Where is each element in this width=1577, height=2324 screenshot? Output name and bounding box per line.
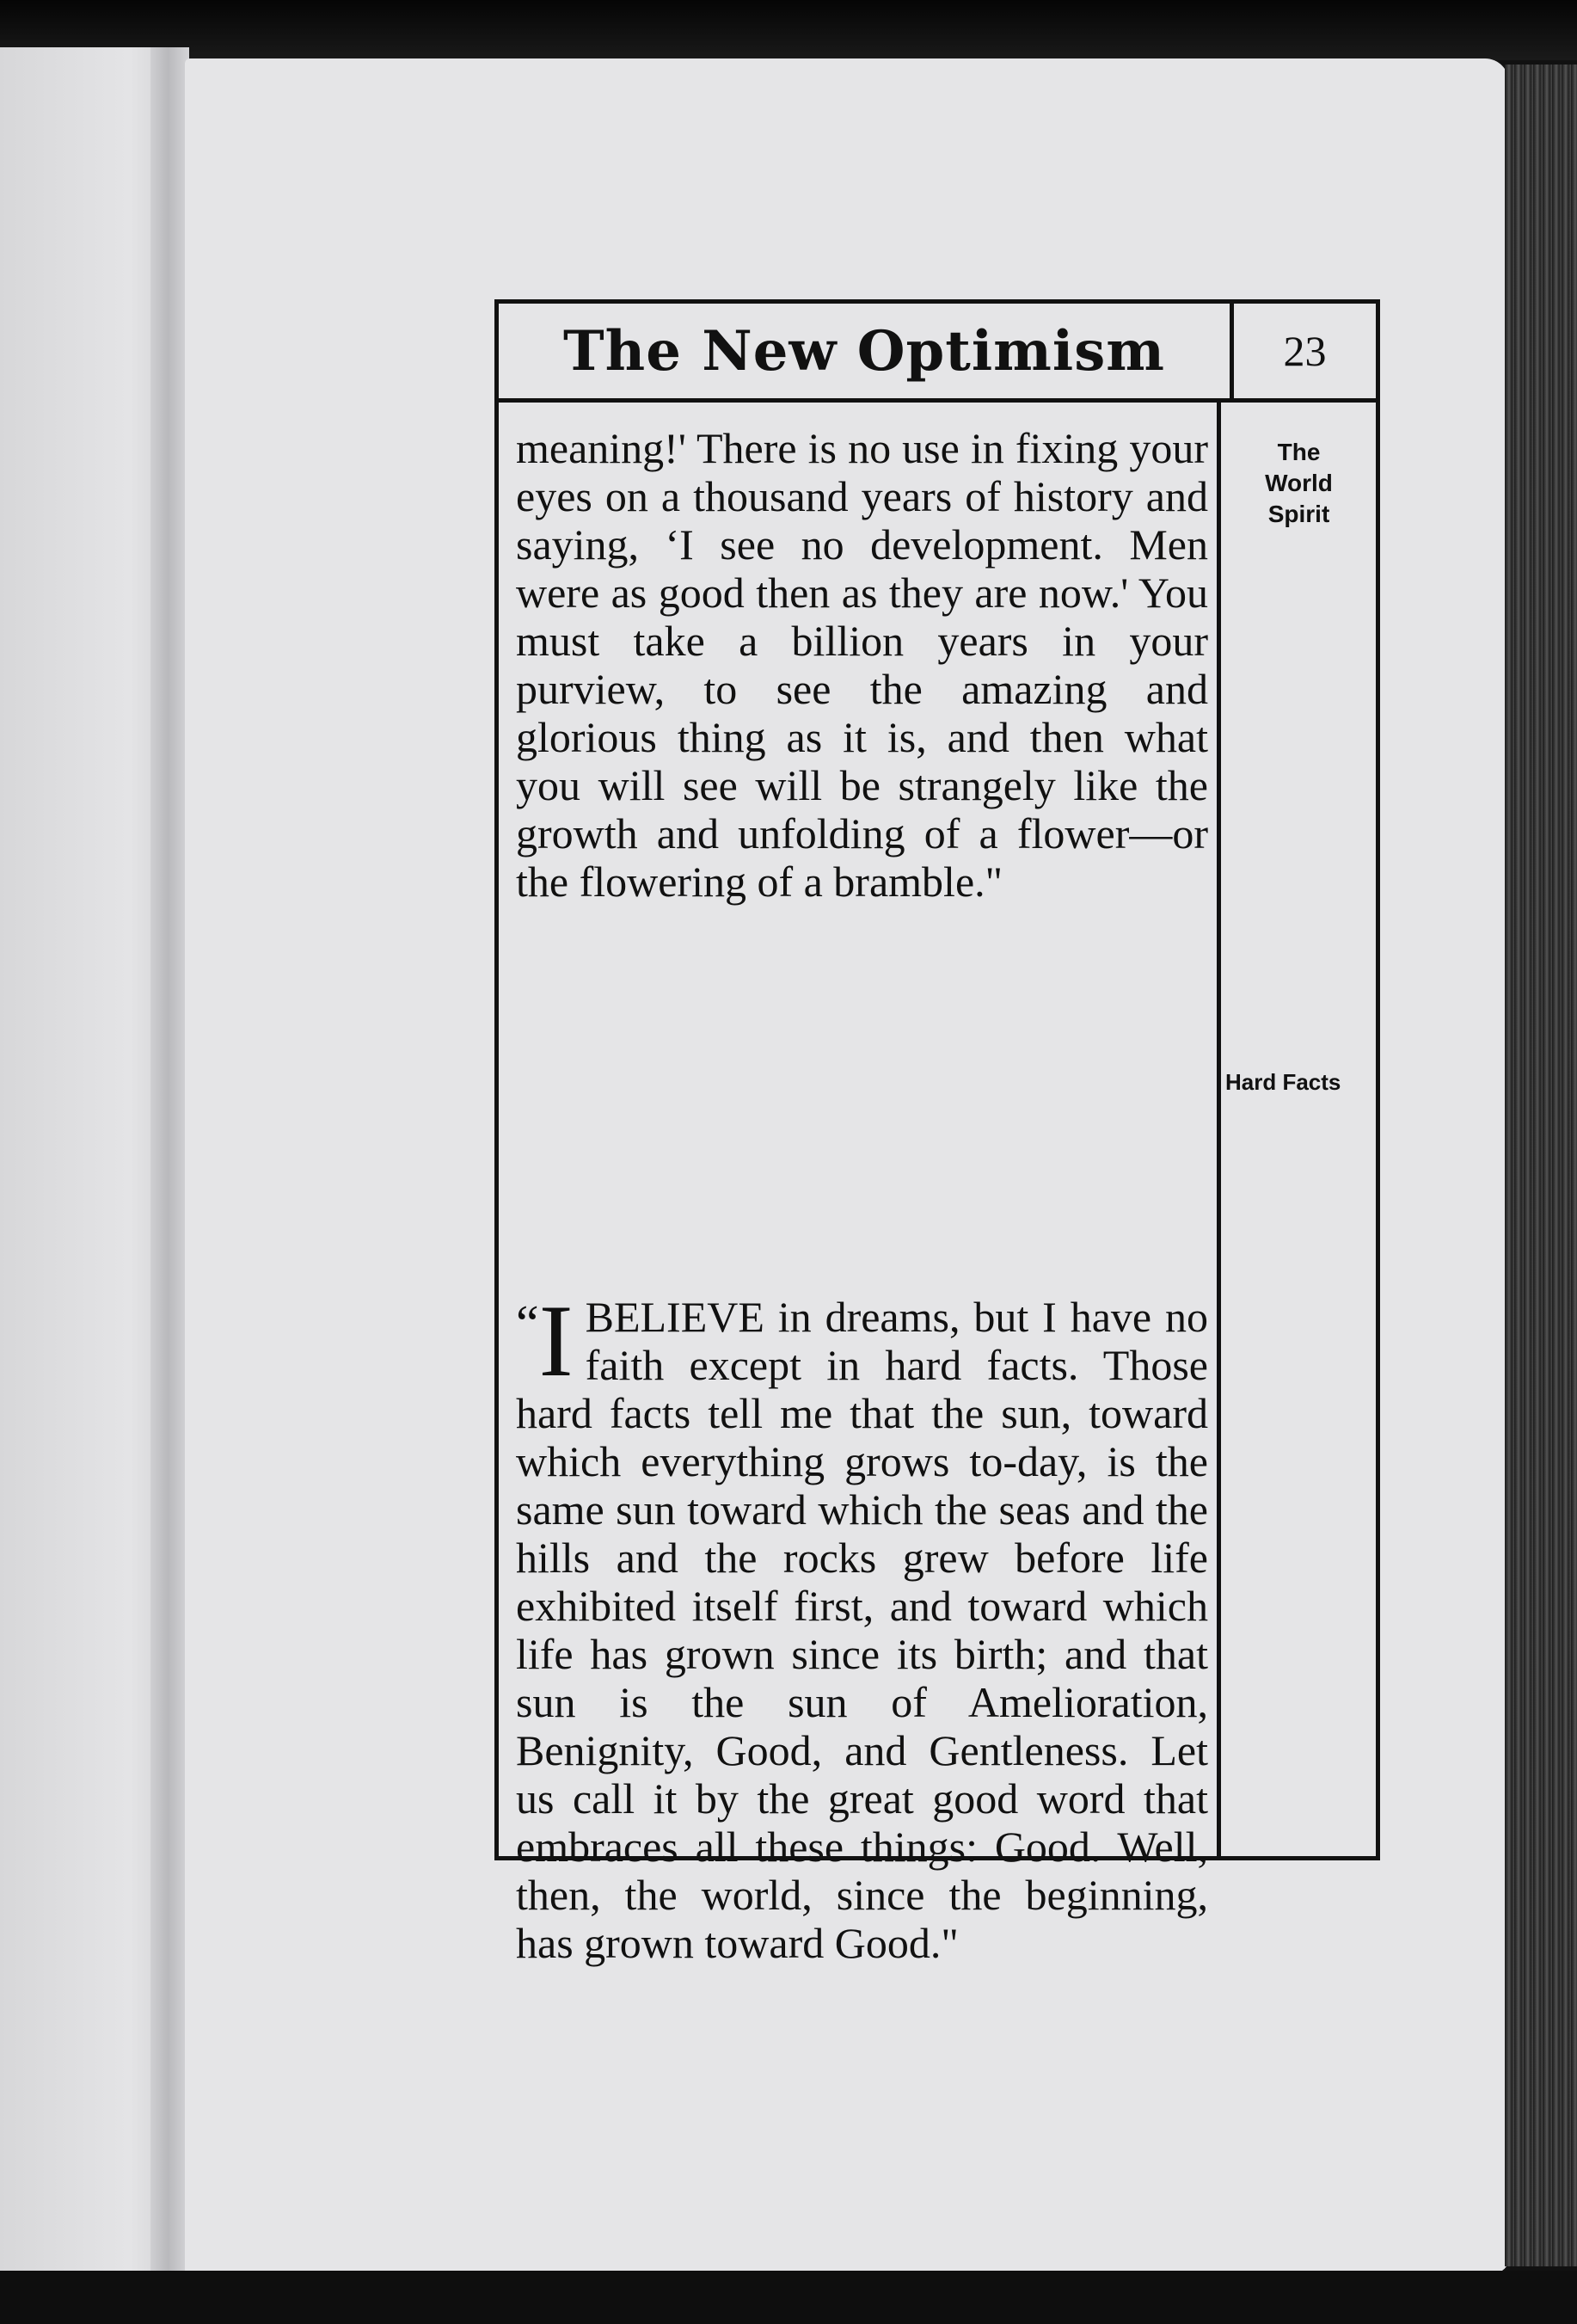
- text-frame: [494, 299, 1380, 1967]
- column-divider: [1217, 398, 1221, 1860]
- margin-note-hard-facts: Hard Facts: [1225, 1069, 1341, 1095]
- page-edge-shadow: [1505, 65, 1577, 2266]
- paragraph-hard-facts: [516, 1283, 1208, 1967]
- margin-note-world-spirit: The World Spirit: [1265, 439, 1333, 527]
- running-title: The New Optimism: [563, 318, 1165, 384]
- running-header: [499, 304, 1376, 403]
- scan-background-bottom: [0, 2271, 1577, 2324]
- book-gutter: [150, 47, 189, 2292]
- scan-background-top: [0, 0, 1577, 60]
- drop-cap: “I: [516, 1283, 574, 1398]
- book-page: [185, 58, 1509, 2273]
- page-number: 23: [1283, 327, 1327, 375]
- paragraph-hard-facts-text: BELIEVE in dreams, but I have no faith except in hard facts. Those hard facts tell me that the sun, toward which everything grows to-day, is the same sun toward which the seas and the hills and the rocks grew before life exhibited itself first, and toward which life has grown since its birth; and that sun is the sun of Amelioration, Benignity, Good, and Gentleness. Let us call it by the great good word that embraces all these things: Good. Well, then, the world, since the beginning, has grown toward Good.": [516, 1293, 1208, 1967]
- paragraph-world-spirit: meaning!' There is no use in fixing your eyes on a thousand years of history and saying, ‘I see no development. Men were as good then as they are now.' You must take a billion years in your purview, to see the amazing and glorious thing as it is, and then what you will see will be strangely like the growth and unfolding of a flower—or the flowering of a bramble.": [516, 424, 1208, 906]
